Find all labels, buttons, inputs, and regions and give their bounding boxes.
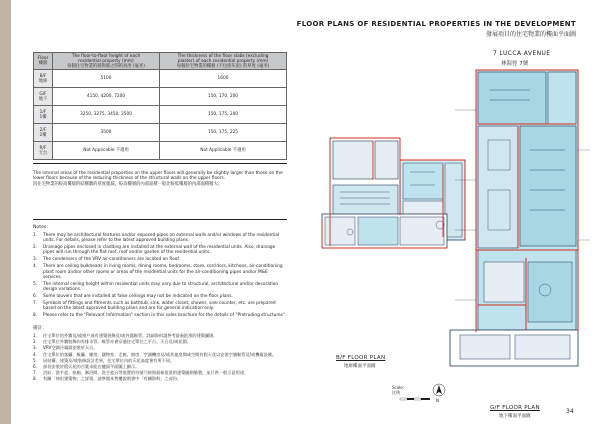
cell-height: 4150, 4200, 7200 <box>53 88 160 106</box>
cell-thickness: 150, 175, 225 <box>160 124 287 142</box>
cell-floor: R/F 天台 <box>34 142 53 160</box>
cell-thickness: 1600 <box>160 70 287 88</box>
page-title: FLOOR PLANS OF RESIDENTIAL PROPERTIES IN THE DEVELOPMENT <box>296 20 576 28</box>
cell-height: 5100 <box>53 70 160 88</box>
list-item: 1. 住宅單位的外牆及/或窗戶或有建築裝飾及/或外露喉管。詳細資料請參考最新批准的建築圖則。 <box>33 333 218 338</box>
cell-thickness: Not Applicable 不適用 <box>160 142 287 160</box>
bf-plan-label: B/F FLOOR PLAN <box>336 355 386 361</box>
cell-floor: 2/F 2樓 <box>34 124 53 142</box>
page-number: 34 <box>566 408 574 415</box>
cell-floor: G/F 地下 <box>34 88 53 106</box>
header-height: The floor-to-floor height of each residential property (mm) 每個住宅物業的層與層之間的高度 (毫米) <box>53 53 160 70</box>
cell-height: 3250, 3275, 3450, 3500 <box>53 106 160 124</box>
gf-floor-plan <box>450 70 590 366</box>
address-zh: 林海徑 7號 <box>501 61 529 67</box>
north-label: N <box>436 398 439 403</box>
intro-zh: 因住宅物業的較高樓層的結構牆的厚度遞減，較高樓層的內部面積一般比較低樓層的內部面積稍大。 <box>33 181 223 187</box>
list-item: 8. 有關「伸出建築物」之詳情，請參閱本售樓說明書中「有關資料」之部份。 <box>33 376 182 382</box>
gf-plan-label: G/F FLOOR PLAN <box>490 405 540 411</box>
notes-zh-heading: 備註： <box>33 326 47 331</box>
list-item: 3. VRV空調冷凝器安裝於天台。 <box>33 345 98 351</box>
list-item: 7. 浴缸、洗手盆、座廁、淋浴間、洗手盆台等裝置的符號乃按照最新批准的建築圖則繪製，並只供一般示意用途。 <box>33 370 249 376</box>
list-item: 2. Drainage pipes enclosed in cladding are installed at the external wall of the residential units. Also, drainage pipes will run through the flat roof, roof and/or garden of the residential units. <box>33 245 276 256</box>
cell-height: 3500 <box>53 124 160 142</box>
cell-floor: 1/F 1樓 <box>34 106 53 124</box>
address-en: 7 LUCCA AVENUE <box>493 50 551 57</box>
list-item: 7. Symbols of fittings and fitments such as bathtub, sink, water closet, shower, sink counter, etc. are prepared based on the latest approved building plans and are for general indication only. <box>33 300 276 312</box>
cell-thickness: 150, 170, 200 <box>160 88 287 106</box>
list-item: 5. 因結構、建築及/或裝修設計差異，住宅單位內的天花高度會有所不同。 <box>33 357 175 363</box>
list-item: 2. 住宅單位外牆裝飾內有排水管。喉管亦會穿過住宅單位之平台、天台及/或花園。 <box>33 339 191 345</box>
notes-heading: Notes: <box>33 225 48 230</box>
cell-height: Not Applicable 不適用 <box>53 142 160 160</box>
list-item: 8. Please refer to the "Relevant Information" section in this sales brochure for the details of "Protruding structures". <box>33 313 287 319</box>
north-arrow-icon <box>433 384 445 396</box>
list-item: 4. 住宅單位的客廳、飯廳、睡房、儲物室、走廊、廚房、空調機房及/或其他房間或空間有假天花以安裝空調喉管及/或機電設備。 <box>33 351 277 357</box>
list-item: 3. The condensers of the VRV air-conditioners are located on Roof. <box>33 257 180 263</box>
scale-label: Scale: 比例 <box>392 385 405 395</box>
cell-thickness: 150, 175, 200 <box>160 106 287 124</box>
list-item: 6. 部份安裝於假天花的百葉未能在樓面平面圖上顯示。 <box>33 363 140 369</box>
header-floor: Floor 樓層 <box>34 53 53 70</box>
list-item: 4. There are ceiling bulkheads in living rooms, dining rooms, bedrooms, store, corridors, kitchens, air-conditioning plant room and/or other rooms or areas of the residential units for the air-conditioning pipes and/or M&E services. <box>33 264 283 280</box>
gf-plan-label-zh: 地下樓面平面圖 <box>499 414 531 419</box>
list-item: 1. There may be architectural features and/or exposed pipes on external walls and/or windows of the residential units. For details, please refer to the latest approved building plans. <box>33 233 280 244</box>
scale-bar <box>400 398 430 400</box>
bf-plan-label-zh: 地庫樓面平面圖 <box>344 364 376 369</box>
bf-floor-plan <box>322 138 465 248</box>
cell-floor: B/F 地庫 <box>34 70 53 88</box>
intro-en: The internal areas of the residential properties on the upper floors will generally be slightly larger than those on the lower floors because of the reducing thickness of the structural walls on the upper floors. <box>33 171 283 182</box>
list-item: 6. Some louvers that are installed at false ceilings may not be indicated on the floor plans. <box>33 293 233 299</box>
page-title-zh: 發展項目的住宅物業的樓面平面圖 <box>485 31 576 38</box>
header-thickness: The thickness of the floor slabs (excluding plaster) of each residential property (mm) 每個住宅物業的樓板 (不包括灰泥) 的厚度 (毫米) <box>160 53 287 70</box>
list-item: 5. The internal ceiling height within residential units may vary due to structural, architectural and/or decoration design variations. <box>33 281 279 293</box>
